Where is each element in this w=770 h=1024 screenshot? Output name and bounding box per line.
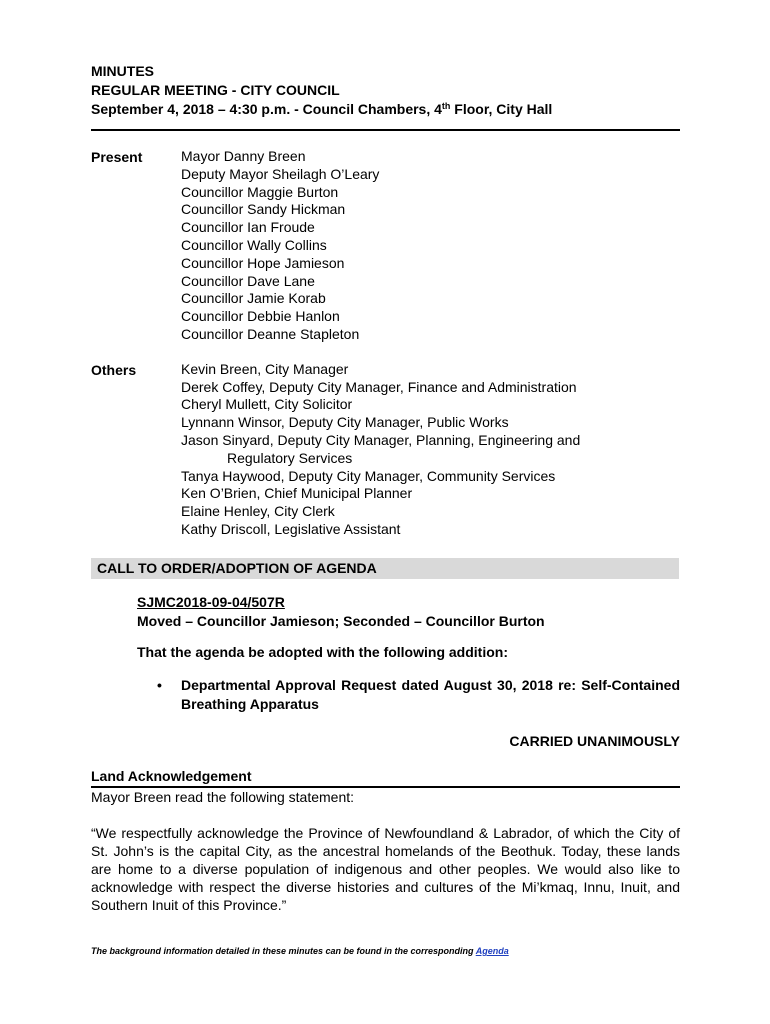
page-footer xyxy=(91,946,509,956)
header-rule xyxy=(91,129,680,131)
resolution-text: That the agenda be adopted with the following addition: xyxy=(137,643,508,660)
present-member: Deputy Mayor Sheilagh O’Leary xyxy=(181,165,380,182)
document-header xyxy=(91,62,680,119)
header-meeting: REGULAR MEETING - CITY COUNCIL xyxy=(91,82,340,98)
present-member: Councillor Deanne Stapleton xyxy=(181,325,360,342)
others-member-continuation xyxy=(181,450,680,468)
header-location-text: Floor, City Hall xyxy=(450,101,553,117)
addition-item xyxy=(157,676,680,714)
present-member: Councillor Dave Lane xyxy=(181,272,315,289)
others-member: Kathy Driscoll, Legislative Assistant xyxy=(181,520,401,537)
others-member: Kevin Breen, City Manager xyxy=(181,360,349,377)
agenda-link[interactable]: Agenda xyxy=(475,946,509,956)
others-member: Jason Sinyard, Deputy City Manager, Planning, Engineering and xyxy=(181,431,581,448)
header-date-location xyxy=(91,100,680,119)
present-member: Councillor Hope Jamieson xyxy=(181,254,345,271)
continuation-text: Regulatory Services xyxy=(227,449,353,466)
others-label: Others xyxy=(91,361,137,378)
present-member: Councillor Debbie Hanlon xyxy=(181,308,340,325)
present-member: Councillor Wally Collins xyxy=(181,236,327,253)
addition-text: Departmental Approval Request dated August 30, 2018 re: Self-Contained Breathing Apparatus xyxy=(181,676,680,712)
motion-block xyxy=(137,593,680,631)
others-member: Elaine Henley, City Clerk xyxy=(181,503,335,520)
others-member: Cheryl Mullett, City Solicitor xyxy=(181,396,353,413)
minutes-page xyxy=(91,62,680,914)
present-member: Councillor Sandy Hickman xyxy=(181,201,346,218)
others-member: Ken O’Brien, Chief Municipal Planner xyxy=(181,485,413,502)
header-superscript: th xyxy=(441,101,451,111)
land-acknowledgement-quote: “We respectfully acknowledge the Province of Newfoundland & Labrador, of which the City of St. John’s is the capital City, as the ancestral homelands of the Beothuk. Today, these lands are home to a diverse population of indigenous and other peoples. We would also like to acknowledge with respect the diverse histories and cultures of the Mi’kmaq, Innu, Inuit, and Southern Inuit of this Province.” xyxy=(91,824,680,913)
present-label: Present xyxy=(91,149,143,165)
land-acknowledgement-title: Land Acknowledgement xyxy=(91,767,680,788)
present-member: Councillor Maggie Burton xyxy=(181,183,339,200)
agenda-section-title: CALL TO ORDER/ADOPTION OF AGENDA xyxy=(91,558,679,579)
others-member: Lynnann Winsor, Deputy City Manager, Public Works xyxy=(181,414,509,431)
present-member: Councillor Ian Froude xyxy=(181,219,315,236)
motion-id: SJMC2018-09-04/507R xyxy=(137,593,285,610)
land-acknowledgement-intro: Mayor Breen read the following statement: xyxy=(91,788,355,805)
present-list xyxy=(181,148,680,344)
others-member: Tanya Haywood, Deputy City Manager, Community Services xyxy=(181,467,556,484)
present-member: Mayor Danny Breen xyxy=(181,148,306,164)
header-title: MINUTES xyxy=(91,63,154,79)
moved-seconded: Moved – Councillor Jamieson; Seconded – Councillor Burton xyxy=(137,612,545,629)
bullet-icon: • xyxy=(157,676,162,693)
present-section xyxy=(91,148,680,344)
others-section xyxy=(91,361,680,539)
others-member: Derek Coffey, Deputy City Manager, Finance and Administration xyxy=(181,378,577,395)
footer-text: The background information detailed in these minutes can be found in the corresponding xyxy=(91,946,476,956)
header-date-text: September 4, 2018 – 4:30 p.m. - Council Chambers, 4 xyxy=(91,101,442,117)
others-list xyxy=(181,361,680,539)
present-member: Councillor Jamie Korab xyxy=(181,290,326,307)
motion-result: CARRIED UNANIMOUSLY xyxy=(509,732,680,749)
